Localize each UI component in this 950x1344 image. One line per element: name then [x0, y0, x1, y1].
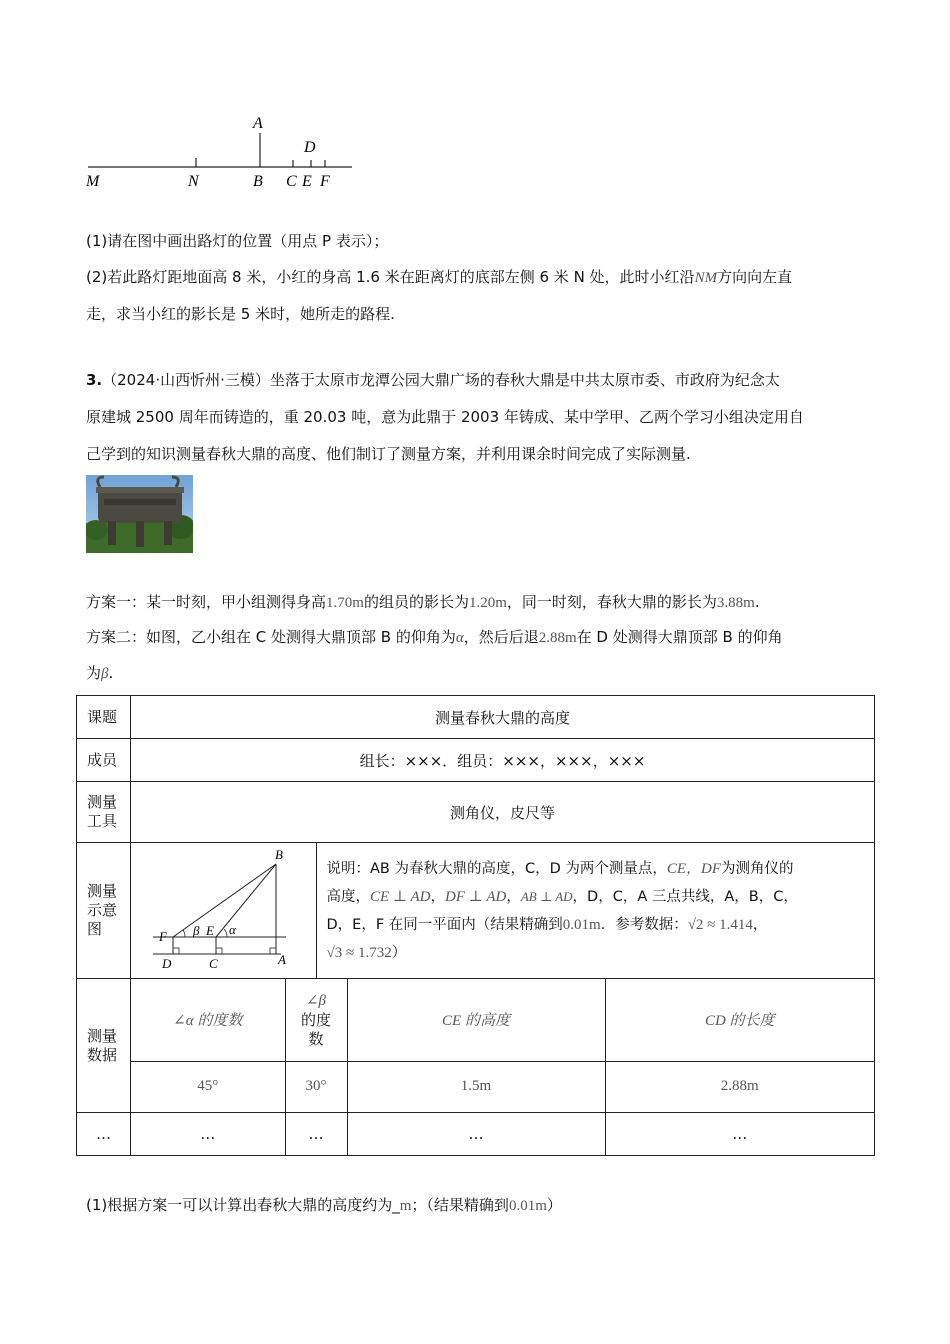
diagram-note: 说明：AB 为春秋大鼎的高度，C，D 为两个测量点，CE，DF为测角仪的 高度，CE ⊥ AD，DF ⊥ AD，AB ⊥ AD，D，C，A 三点共线，A，B，C， D，E，F 在同一平面内（结果精确到0.01m．参考数据：√2 ≈ 1.414， √3 ≈ 1.732）	[326, 860, 798, 961]
label-a: A	[253, 115, 263, 132]
label-n: N	[188, 173, 199, 190]
data-label: 测量 数据	[77, 979, 131, 1113]
angle-diagram	[131, 844, 311, 974]
label-c: C	[286, 173, 297, 190]
plan2-line1: 方案二：如图，乙小组在 C 处测得大鼎顶部 B 的仰角为α，然后后退2.88m在 D 处测得大鼎顶部 B 的仰角	[86, 628, 783, 646]
value-beta: 30°	[285, 1061, 347, 1112]
label-e: E	[302, 173, 312, 190]
ellipsis-cell: …	[131, 1113, 285, 1155]
members-label: 成员	[77, 739, 131, 782]
svg-text:α: α	[229, 921, 236, 937]
topic-value: 测量春秋大鼎的高度	[131, 696, 875, 739]
value-ce: 1.5m	[347, 1061, 605, 1112]
line-figure	[80, 108, 360, 193]
ellipsis-cell: …	[347, 1113, 605, 1155]
value-alpha: 45°	[131, 1061, 285, 1112]
label-b: B	[253, 173, 263, 190]
diagram-cell	[131, 843, 316, 978]
q3-intro-line1: 3.（2024·山西忻州·三模）坐落于太原市龙潭公园大鼎广场的春秋大鼎是中共太原市委、市政府为纪念太	[86, 371, 780, 389]
label-f: F	[320, 173, 330, 190]
q2-part2-line1: (2)若此路灯距地面高 8 米，小红的身高 1.6 米在距离灯的底部左侧 6 米 N 处，此时小红沿NM方向向左直	[86, 268, 793, 286]
math-nm: NM	[694, 270, 718, 286]
label-d: D	[304, 139, 316, 156]
svg-text:E: E	[206, 922, 214, 938]
tools-value: 测角仪，皮尺等	[131, 782, 875, 843]
tools-label: 测量 工具	[77, 782, 131, 843]
header-cd: CD 的长度	[605, 979, 874, 1061]
topic-label: 课题	[77, 696, 131, 739]
header-ce: CE 的高度	[347, 979, 605, 1061]
svg-text:A: A	[278, 951, 286, 967]
ellipsis-cell: …	[732, 1125, 748, 1143]
q3-intro-line2: 原建城 2500 周年而铸造的，重 20.03 吨，意为此鼎于 2003 年铸成、某中学甲、乙两个学习小组决定用自	[86, 408, 804, 426]
plan1: 方案一：某一时刻，甲小组测得身高1.70m的组员的影长为1.20m，同一时刻，春秋大鼎的影长为3.88m.	[86, 593, 760, 611]
members-value: 组长：×××．组员：×××，×××，×××	[131, 739, 875, 782]
svg-text:F: F	[159, 928, 167, 944]
label-m: M	[86, 173, 100, 190]
header-alpha: ∠α 的度数	[131, 979, 285, 1061]
svg-text:β: β	[193, 922, 200, 938]
q2-part1: (1)请在图中画出路灯的位置（用点 P 表示）；	[86, 232, 389, 250]
ding-photo	[86, 475, 193, 553]
q3-part1: (1)根据方案一可以计算出春秋大鼎的高度约为_m；（结果精确到0.01m）	[86, 1196, 562, 1214]
ellipsis-cell: …	[77, 1113, 131, 1156]
svg-text:D: D	[162, 955, 172, 971]
value-cd: 2.88m	[605, 1061, 874, 1112]
header-beta: ∠β 的度 数	[285, 979, 347, 1061]
svg-text:C: C	[209, 955, 218, 971]
q2-part2-line2: 走，求当小红的影长是 5 米时，她所走的路程.	[86, 305, 395, 323]
diagram-label: 测量 示意 图	[77, 843, 131, 979]
measurement-table	[76, 695, 875, 1156]
svg-text:B: B	[275, 846, 283, 862]
plan2-line2: 为β.	[86, 664, 114, 682]
q3-intro-line3: 己学到的知识测量春秋大鼎的高度、他们制订了测量方案，并利用课余时间完成了实际测量.	[86, 445, 691, 463]
ellipsis-cell: …	[285, 1113, 347, 1155]
